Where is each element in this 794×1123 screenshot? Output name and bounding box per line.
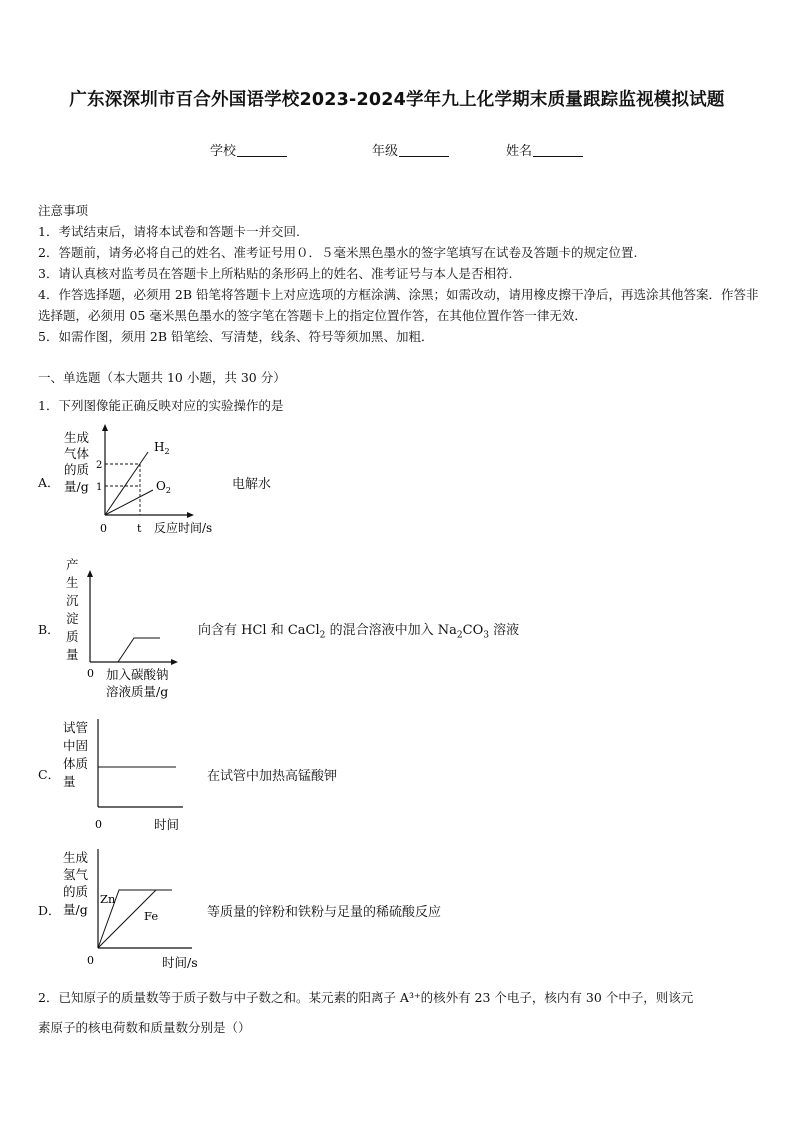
name-label: 姓名 bbox=[506, 144, 533, 159]
d-ylabel-4: 量/g bbox=[63, 902, 88, 917]
grade-label: 年级 bbox=[372, 144, 399, 159]
option-a-desc: 电解水 bbox=[232, 477, 272, 492]
note-item-4: 4．作答选择题，必须用 2B 铅笔将答题卡上对应选项的方框涂满、涂黑；如需改动，请用橡皮擦干净后，再选涂其他答案．作答非选择题，必须用 05 毫米黑色墨水的签字笔在答题卡上的指定位置作答，在其他位置作答一律无效． bbox=[38, 287, 759, 323]
c-ylabel-4: 量 bbox=[63, 774, 76, 789]
name-field bbox=[506, 140, 583, 159]
option-c-label[interactable]: C． bbox=[38, 767, 61, 782]
c-ylabel-1: 试管 bbox=[63, 720, 89, 735]
option-b-graph bbox=[58, 556, 198, 706]
school-blank[interactable] bbox=[237, 143, 287, 157]
d-ylabel-3: 的质 bbox=[63, 884, 89, 899]
note-item-1: 1．考试结束后，请将本试卷和答题卡一并交回. bbox=[38, 224, 300, 239]
note-item-2: 2．答题前，请务必将自己的姓名、准考证号用０．５毫米黑色墨水的签字笔填写在试卷及答题卡的规定位置. bbox=[38, 245, 638, 260]
c-origin: 0 bbox=[95, 818, 102, 831]
a-xlabel: 反应时间/s bbox=[154, 521, 213, 535]
d-xlabel: 时间/s bbox=[162, 955, 198, 970]
b-ylabel-6: 量 bbox=[66, 647, 79, 662]
school-field bbox=[210, 140, 287, 159]
a-ylabel-3: 的质 bbox=[64, 462, 90, 477]
a-ylabel-2: 气体 bbox=[64, 446, 90, 461]
option-b-label[interactable]: B． bbox=[38, 622, 60, 637]
a-tick-t: t bbox=[137, 522, 142, 535]
b-xlabel-2: 溶液质量/g bbox=[106, 684, 169, 699]
b-ylabel-3: 沉 bbox=[66, 593, 79, 608]
a-tick-1: 1 bbox=[96, 482, 103, 493]
option-a-graph bbox=[58, 424, 238, 542]
note-item-3: 3．请认真核对监考员在答题卡上所粘贴的条形码上的姓名、准考证号与本人是否相符. bbox=[38, 266, 513, 281]
note-item-5: 5．如需作图，须用 2B 铅笔绘、写清楚，线条、符号等须加黑、加粗． bbox=[38, 329, 434, 344]
b-curve bbox=[118, 638, 160, 662]
a-series-o2: $O_2$ bbox=[156, 479, 171, 495]
page-title: 广东深深圳市百合外国语学校2023-2024学年九上化学期末质量跟踪监视模拟试题 bbox=[69, 90, 725, 110]
school-label: 学校 bbox=[210, 144, 237, 159]
a-origin: 0 bbox=[100, 522, 107, 535]
a-ylabel-1: 生成 bbox=[64, 430, 90, 445]
question-2-line-2: 素原子的核电荷数和质量数分别是（） bbox=[38, 1020, 251, 1035]
b-ylabel-1: 产 bbox=[66, 557, 79, 572]
notes-heading: 注意事项 bbox=[38, 203, 89, 218]
c-xlabel: 时间 bbox=[154, 817, 180, 832]
question-1-stem: 1．下列图像能正确反映对应的实验操作的是 bbox=[38, 398, 284, 413]
grade-field bbox=[372, 140, 449, 159]
option-d-graph bbox=[58, 846, 208, 972]
c-ylabel-3: 体质 bbox=[63, 756, 89, 771]
b-ylabel-2: 生 bbox=[66, 575, 79, 590]
b-origin: 0 bbox=[87, 667, 94, 680]
option-c-graph bbox=[58, 716, 198, 834]
grade-blank[interactable] bbox=[399, 143, 449, 157]
b-y-arrow bbox=[87, 570, 93, 577]
option-a-label[interactable]: A． bbox=[38, 475, 60, 490]
a-ylabel-4: 量/g bbox=[64, 479, 89, 494]
a-tick-2: 2 bbox=[96, 460, 103, 471]
option-d-label[interactable]: D． bbox=[38, 903, 61, 918]
a-line-h2 bbox=[105, 452, 148, 515]
a-line-o2 bbox=[105, 490, 153, 515]
c-ylabel-2: 中固 bbox=[63, 738, 89, 753]
d-origin: 0 bbox=[87, 954, 94, 967]
b-ylabel-5: 质 bbox=[66, 629, 79, 644]
option-d-desc: 等质量的锌粉和铁粉与足量的稀硫酸反应 bbox=[207, 905, 442, 920]
b-xlabel-1: 加入碳酸钠 bbox=[106, 667, 169, 682]
b-ylabel-4: 淀 bbox=[66, 611, 79, 626]
name-blank[interactable] bbox=[533, 143, 583, 157]
a-x-arrow bbox=[187, 512, 194, 518]
notes-block bbox=[38, 200, 760, 347]
d-ylabel-1: 生成 bbox=[63, 850, 89, 865]
d-series-zn: Zn bbox=[100, 892, 116, 906]
d-ylabel-2: 氢气 bbox=[63, 867, 89, 882]
option-c-desc: 在试管中加热高锰酸钾 bbox=[207, 769, 338, 784]
a-series-h2: $H_2$ bbox=[154, 440, 170, 456]
d-series-fe: Fe bbox=[144, 909, 159, 923]
b-x-arrow bbox=[171, 659, 178, 665]
a-y-arrow bbox=[102, 424, 108, 431]
option-b-desc: 向含有 HCl 和 CaCl$_2$ 的混合溶液中加入 $Na_2CO_3$ 溶液 bbox=[198, 623, 520, 641]
question-2-line-1: 2．已知原子的质量数等于质子数与中子数之和。某元素的阳离子 A³⁺的核外有 23 个电子，核内有 30 个中子，则该元 bbox=[38, 990, 694, 1005]
section-heading: 一、单选题（本大题共 10 小题，共 30 分） bbox=[38, 370, 286, 385]
